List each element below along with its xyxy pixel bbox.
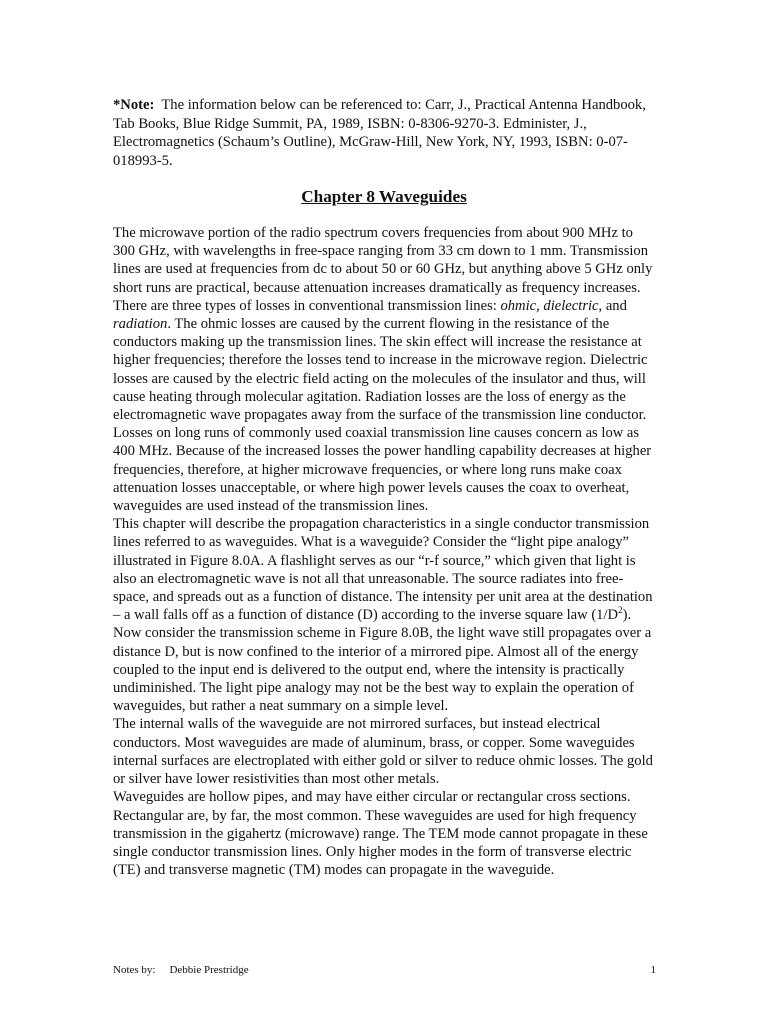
paragraph-1-text-b: . The ohmic losses are caused by the current flowing in the resistance of the conductors making up the transmission lines. The skin effect will increase the resistance at higher frequencies; therefore the losses tend to increase in the microwave region. Dielectric losses are caused by the electric field acting on the molecules of the insulator and thus, will cause heating through molecular agitation. Radiation losses are the loss of energy as the electromagnetic wave propagates away from the surface of the transmission line conductor. (113, 316, 648, 424)
footer-author: Debbie Prestridge (169, 964, 249, 976)
chapter-body (113, 224, 658, 879)
paragraph-2: Losses on long runs of commonly used coaxial transmission line causes concern as low as 400 MHz. Because of the increased losses the power handling capability decreases at higher frequencies, therefore, at higher microwave frequencies, or where long runs make coax attenuation losses unacceptable, or where high power levels causes the coax to overheat, waveguides are used instead of the transmission lines. (113, 425, 652, 515)
page-footer (113, 964, 656, 976)
term-radiation: radiation (113, 316, 168, 333)
paragraph-3-text-a: This chapter will describe the propagation characteristics in a single conductor transmission lines referred to as waveguides. What is a waveguide? Consider the “light pipe analogy” illustrated in Figure 8.0A. A flashlight serves as our “r-f source,” which given that light is also an electromagnetic wave is not all that unreasonable. The source radiates into free-space, and spreads out as a function of distance. The intensity per unit area at the destination – a wall falls off as a function of distance (D) according to the inverse square law (1/D (113, 516, 653, 624)
superscript-2: 2 (618, 605, 623, 616)
paragraph-3 (113, 515, 658, 715)
footer-label: Notes by: (113, 964, 156, 976)
footer-credit (113, 964, 263, 976)
paragraph-3-text-b: ). Now consider the transmission scheme in Figure 8.0B, the light wave still propagates over a distance D, but is now confined to the interior of a mirrored pipe. Almost all of the energy coupled to the input end is delivered to the output end, where the intensity is practically undiminished. The light pipe analogy may not be the best way to explain the operation of waveguides, but rather a neat summary on a simple level. (113, 607, 652, 715)
note-label: *Note: (113, 97, 155, 113)
paragraph-1-sep-2: , and (598, 297, 627, 314)
paragraph-1-sep-1: , (536, 297, 544, 314)
paragraph-4: The internal walls of the waveguide are not mirrored surfaces, but instead electrical conductors. Most waveguides are made of aluminum, brass, or copper. Some waveguides internal surfaces are electroplated with either gold or silver to reduce ohmic losses. The gold or silver have lower resistivities than most other metals. (113, 716, 653, 788)
term-ohmic: ohmic (500, 297, 537, 314)
paragraph-1-text-a: The microwave portion of the radio spectrum covers frequencies from about 900 MHz to 300 GHz, with wavelengths in free-space ranging from 33 cm down to 1 mm. Transmission lines are used at frequencies from dc to about 50 or 60 GHz, but anything above 5 GHz only short runs are practical, because attenuation increases dramatically as frequency increases. There are three types of losses in conventional transmission lines: (113, 225, 653, 314)
paragraph-5: Waveguides are hollow pipes, and may have either circular or rectangular cross sections. Rectangular are, by far, the most common. These waveguides are used for high frequency transmission in the gigahertz (microwave) range. The TEM mode cannot propagate in these single conductor transmission lines. Only higher modes in the form of transverse electric (TE) and transverse magnetic (TM) modes can propagate in the waveguide. (113, 789, 648, 879)
note-text: The information below can be referenced to: Carr, J., Practical Antenna Handbook, Tab Books, Blue Ridge Summit, PA, 1989, ISBN: 0-8306-9270-3. Edminister, J., Electromagnetics (Schaum’s Outline), McGraw-Hill, New York, NY, 1993, ISBN: 0-07-018993-5. (113, 97, 646, 169)
paragraph-1 (113, 224, 658, 424)
chapter-title: Chapter 8 Waveguides (301, 187, 467, 206)
page-number: 1 (650, 964, 656, 976)
reference-note (113, 96, 658, 170)
term-dielectric: dielectric (543, 297, 599, 314)
